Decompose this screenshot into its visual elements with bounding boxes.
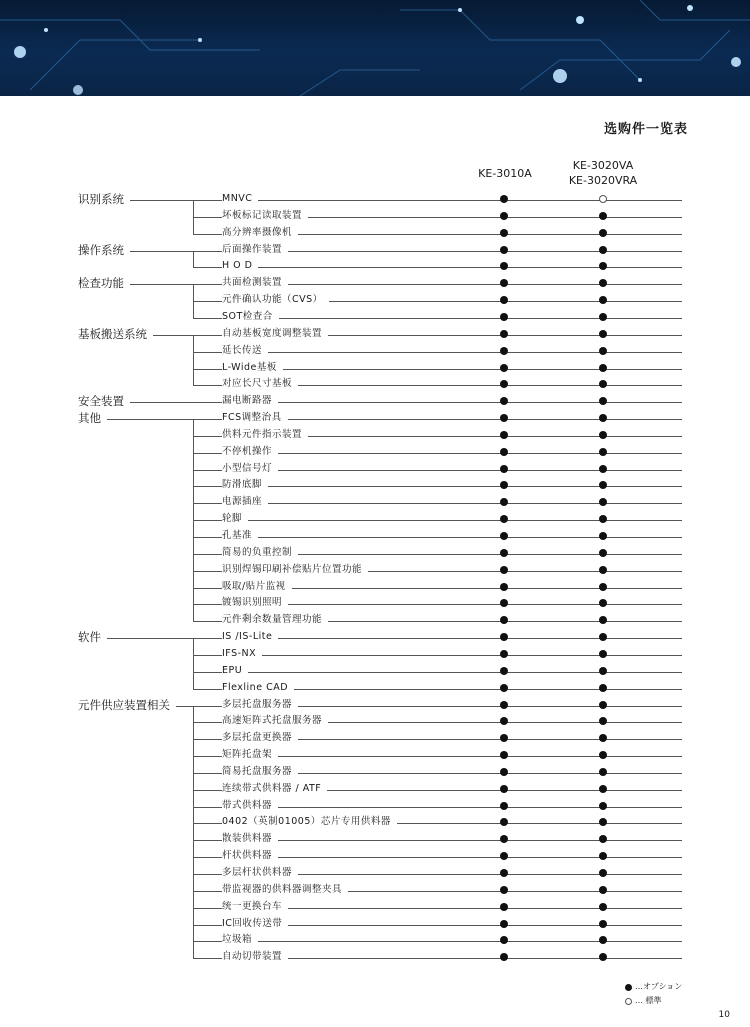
- feature-name: SOT检查合: [222, 310, 279, 324]
- feature-name: 坏板标记读取装置: [222, 209, 308, 223]
- table-row: [222, 612, 682, 629]
- table-row: [222, 680, 682, 697]
- option-mark-b: [599, 903, 607, 911]
- tree-branch-line: [193, 520, 222, 521]
- row-rule: [222, 958, 682, 959]
- tree-branch-line: [193, 672, 222, 673]
- feature-name: 垃圾箱: [222, 933, 258, 947]
- table-row: [222, 882, 682, 899]
- row-rule: [222, 503, 682, 504]
- table-row: [222, 663, 682, 680]
- open-circle-icon: [625, 998, 632, 1005]
- tree-vertical-line: [193, 284, 194, 318]
- tree-branch-line: [193, 571, 222, 572]
- row-rule: [222, 638, 682, 639]
- option-mark-b: [599, 364, 607, 372]
- feature-name: 防滑底脚: [222, 478, 268, 492]
- option-mark-b: [599, 701, 607, 709]
- option-mark-b: [599, 920, 607, 928]
- option-mark-a: [500, 650, 508, 658]
- tree-vertical-line: [193, 251, 194, 268]
- feature-name: 高分辨率摄像机: [222, 226, 298, 240]
- option-mark-a: [500, 262, 508, 270]
- row-rule: [222, 369, 682, 370]
- table-row: [222, 225, 682, 242]
- standard-mark-b: [599, 195, 607, 203]
- tree-branch-line: [193, 234, 222, 235]
- legend-standard-label: … 標準: [635, 996, 662, 1005]
- row-rule: [222, 604, 682, 605]
- option-mark-b: [599, 431, 607, 439]
- option-mark-a: [500, 717, 508, 725]
- feature-name: 吸取/贴片监视: [222, 580, 292, 594]
- option-mark-b: [599, 802, 607, 810]
- option-mark-a: [500, 532, 508, 540]
- tree-branch-line: [193, 369, 222, 370]
- tree-branch-line: [193, 689, 222, 690]
- feature-name: H O D: [222, 259, 258, 273]
- row-rule: [222, 267, 682, 268]
- option-mark-a: [500, 768, 508, 776]
- feature-name: 简易托盘服务器: [222, 765, 298, 779]
- row-rule: [222, 284, 682, 285]
- option-mark-b: [599, 532, 607, 540]
- row-rule: [222, 655, 682, 656]
- tree-branch-line: [193, 941, 222, 942]
- tree-branch-line: [193, 874, 222, 875]
- table-row: [222, 949, 682, 966]
- tree-branch-line: [193, 352, 222, 353]
- option-mark-b: [599, 599, 607, 607]
- option-mark-a: [500, 313, 508, 321]
- table-row: [222, 848, 682, 865]
- page-number: 10: [718, 1010, 730, 1020]
- row-rule: [222, 470, 682, 471]
- row-rule: [222, 537, 682, 538]
- row-rule: [222, 419, 682, 420]
- table-row: [222, 477, 682, 494]
- page-title: 选购件一览表: [603, 122, 688, 137]
- tree-branch-line: [193, 621, 222, 622]
- feature-name: 多层杆状供料器: [222, 866, 298, 880]
- table-row: [222, 865, 682, 882]
- option-mark-b: [599, 515, 607, 523]
- option-mark-b: [599, 717, 607, 725]
- table-row: [222, 747, 682, 764]
- feature-name: 散装供料器: [222, 832, 278, 846]
- row-rule: [222, 251, 682, 252]
- feature-name: 对应长尺寸基板: [222, 377, 298, 391]
- option-mark-b: [599, 566, 607, 574]
- option-mark-a: [500, 785, 508, 793]
- option-mark-a: [500, 465, 508, 473]
- table-row: [222, 713, 682, 730]
- option-mark-b: [599, 279, 607, 287]
- option-mark-b: [599, 869, 607, 877]
- option-mark-b: [599, 818, 607, 826]
- table-row: [222, 528, 682, 545]
- feature-name: 镀锡识别照明: [222, 596, 288, 610]
- tree-vertical-line: [193, 638, 194, 689]
- row-rule: [222, 756, 682, 757]
- table-row: [222, 730, 682, 747]
- table-row: [222, 562, 682, 579]
- column-header-b-line1: KE-3020VA: [572, 159, 634, 172]
- option-mark-a: [500, 852, 508, 860]
- option-mark-a: [500, 583, 508, 591]
- table-row: [222, 393, 682, 410]
- row-rule: [222, 672, 682, 673]
- row-rule: [222, 908, 682, 909]
- category-label: 识别系统: [78, 192, 130, 207]
- option-mark-b: [599, 616, 607, 624]
- tree-branch-line: [193, 453, 222, 454]
- tree-branch-line: [193, 588, 222, 589]
- option-mark-a: [500, 802, 508, 810]
- legend-option: [625, 980, 682, 994]
- tree-branch-line: [193, 486, 222, 487]
- row-rule: [222, 402, 682, 403]
- tree-branch-line: [193, 908, 222, 909]
- feature-name: 漏电断路器: [222, 394, 278, 408]
- feature-name: IS /IS-Lite: [222, 630, 278, 644]
- option-mark-a: [500, 279, 508, 287]
- tree-vertical-line: [193, 706, 194, 959]
- legend-option-label: …オプション: [635, 982, 683, 991]
- row-rule: [222, 486, 682, 487]
- feature-name: 小型信号灯: [222, 462, 278, 476]
- feature-name: 高速矩阵式托盘服务器: [222, 714, 328, 728]
- table-row: [222, 410, 682, 427]
- feature-name: 带监视器的供料器调整夹具: [222, 883, 348, 897]
- tree-branch-line: [193, 756, 222, 757]
- option-mark-a: [500, 886, 508, 894]
- feature-name: 共面检测装置: [222, 276, 288, 290]
- table-row: [222, 343, 682, 360]
- option-mark-a: [500, 498, 508, 506]
- option-mark-b: [599, 313, 607, 321]
- feature-name: 杆状供料器: [222, 849, 278, 863]
- feature-name: 自动切带装置: [222, 950, 288, 964]
- tree-branch-line: [193, 773, 222, 774]
- option-mark-a: [500, 936, 508, 944]
- category-label: 检查功能: [78, 276, 130, 291]
- table-row: [222, 326, 682, 343]
- option-mark-a: [500, 212, 508, 220]
- table-row: [222, 579, 682, 596]
- row-rule: [222, 352, 682, 353]
- option-mark-b: [599, 262, 607, 270]
- legend-standard: [625, 994, 682, 1008]
- row-rule: [222, 318, 682, 319]
- option-mark-a: [500, 515, 508, 523]
- option-mark-b: [599, 751, 607, 759]
- table-row: [222, 191, 682, 208]
- table-row: [222, 444, 682, 461]
- option-mark-a: [500, 835, 508, 843]
- feature-name: 元件剩余数量管理功能: [222, 613, 328, 627]
- option-mark-b: [599, 414, 607, 422]
- option-mark-a: [500, 616, 508, 624]
- feature-name: 识别焊锡印刷补偿贴片位置功能: [222, 563, 368, 577]
- option-mark-a: [500, 566, 508, 574]
- tree-branch-line: [193, 318, 222, 319]
- option-mark-a: [500, 633, 508, 641]
- option-mark-a: [500, 549, 508, 557]
- option-mark-b: [599, 650, 607, 658]
- option-mark-a: [500, 684, 508, 692]
- tree-branch-line: [193, 217, 222, 218]
- table-row: [222, 275, 682, 292]
- table-row: [222, 545, 682, 562]
- row-rule: [222, 520, 682, 521]
- feature-name: Flexline CAD: [222, 681, 294, 695]
- tree-branch-line: [193, 891, 222, 892]
- feature-name: FCS调整治具: [222, 411, 288, 425]
- option-mark-a: [500, 414, 508, 422]
- option-mark-b: [599, 852, 607, 860]
- option-mark-b: [599, 212, 607, 220]
- table-row: [222, 899, 682, 916]
- table-row: [222, 427, 682, 444]
- option-mark-b: [599, 347, 607, 355]
- table-row: [222, 309, 682, 326]
- tree-branch-line: [193, 470, 222, 471]
- row-rule: [222, 941, 682, 942]
- option-mark-a: [500, 347, 508, 355]
- category-label: 元件供应装置相关: [78, 698, 176, 713]
- table-row: [222, 646, 682, 663]
- tree-vertical-line: [193, 419, 194, 621]
- option-mark-a: [500, 195, 508, 203]
- feature-name: 多层托盘服务器: [222, 698, 298, 712]
- feature-name: 带式供料器: [222, 799, 278, 813]
- feature-name: 电源插座: [222, 495, 268, 509]
- tree-branch-line: [193, 537, 222, 538]
- feature-name: IFS-NX: [222, 647, 262, 661]
- option-mark-a: [500, 701, 508, 709]
- option-mark-b: [599, 886, 607, 894]
- option-mark-a: [500, 667, 508, 675]
- option-mark-a: [500, 599, 508, 607]
- tree-branch-line: [193, 503, 222, 504]
- option-mark-b: [599, 684, 607, 692]
- row-rule: [222, 857, 682, 858]
- option-mark-a: [500, 920, 508, 928]
- row-rule: [222, 453, 682, 454]
- feature-name: EPU: [222, 664, 248, 678]
- option-mark-a: [500, 751, 508, 759]
- category-label: 软件: [78, 630, 107, 645]
- table-row: [222, 511, 682, 528]
- tree-vertical-line: [193, 200, 194, 234]
- tree-branch-line: [193, 301, 222, 302]
- option-mark-b: [599, 936, 607, 944]
- tree-vertical-line: [193, 335, 194, 386]
- feature-name: 多层托盘更换器: [222, 731, 298, 745]
- option-mark-b: [599, 835, 607, 843]
- table-row: [222, 916, 682, 933]
- option-mark-b: [599, 448, 607, 456]
- option-mark-b: [599, 465, 607, 473]
- table-row: [222, 461, 682, 478]
- table-row: [222, 932, 682, 949]
- option-mark-b: [599, 734, 607, 742]
- tree-branch-line: [193, 807, 222, 808]
- feature-name: 延长传送: [222, 344, 268, 358]
- tree-branch-line: [193, 267, 222, 268]
- category-label: 基板搬送系统: [78, 327, 153, 342]
- option-mark-b: [599, 229, 607, 237]
- feature-name: L-Wide基板: [222, 361, 283, 375]
- feature-name: 0402（英制01005）芯片专用供料器: [222, 815, 397, 829]
- tree-branch-line: [193, 385, 222, 386]
- feature-name: 供料元件指示装置: [222, 428, 308, 442]
- option-mark-a: [500, 818, 508, 826]
- feature-name: MNVC: [222, 192, 258, 206]
- table-row: [222, 764, 682, 781]
- feature-name: 元件确认功能（CVS）: [222, 293, 329, 307]
- option-mark-a: [500, 380, 508, 388]
- option-mark-b: [599, 953, 607, 961]
- option-mark-b: [599, 296, 607, 304]
- option-mark-a: [500, 364, 508, 372]
- feature-name: 简易的负重控制: [222, 546, 298, 560]
- option-mark-a: [500, 448, 508, 456]
- table-row: [222, 798, 682, 815]
- table-row: [222, 258, 682, 275]
- category-label: 操作系统: [78, 243, 130, 258]
- table-row: [222, 629, 682, 646]
- column-header-a-label: KE-3010A: [478, 167, 532, 180]
- row-rule: [222, 807, 682, 808]
- feature-name: 矩阵托盘架: [222, 748, 278, 762]
- table-row: [222, 595, 682, 612]
- option-mark-a: [500, 903, 508, 911]
- filled-circle-icon: [625, 984, 632, 991]
- table-row: [222, 781, 682, 798]
- option-mark-a: [500, 869, 508, 877]
- feature-name: 自动基板宽度调整装置: [222, 327, 328, 341]
- option-mark-a: [500, 734, 508, 742]
- option-mark-b: [599, 667, 607, 675]
- row-rule: [222, 840, 682, 841]
- option-mark-a: [500, 397, 508, 405]
- table-row: [222, 697, 682, 714]
- option-mark-a: [500, 296, 508, 304]
- tree-branch-line: [193, 554, 222, 555]
- option-mark-a: [500, 431, 508, 439]
- feature-name: 孔基准: [222, 529, 258, 543]
- option-mark-b: [599, 583, 607, 591]
- table-row: [222, 814, 682, 831]
- feature-name: 后面操作装置: [222, 243, 288, 257]
- legend: [625, 980, 682, 1008]
- option-mark-b: [599, 481, 607, 489]
- option-mark-a: [500, 953, 508, 961]
- tree-branch-line: [193, 857, 222, 858]
- option-mark-a: [500, 246, 508, 254]
- option-mark-b: [599, 785, 607, 793]
- option-mark-b: [599, 633, 607, 641]
- feature-name: IC回收传送带: [222, 917, 288, 931]
- tree-branch-line: [193, 604, 222, 605]
- category-label: 安全装置: [78, 394, 130, 409]
- table-row: [222, 208, 682, 225]
- tree-branch-line: [193, 925, 222, 926]
- table-row: [222, 831, 682, 848]
- option-mark-b: [599, 246, 607, 254]
- tree-branch-line: [193, 436, 222, 437]
- tree-branch-line: [193, 790, 222, 791]
- category-label: 其他: [78, 411, 107, 426]
- column-header-b-line2: KE-3020VRA: [568, 174, 638, 187]
- feature-name: 轮脚: [222, 512, 248, 526]
- row-rule: [222, 200, 682, 201]
- option-mark-b: [599, 380, 607, 388]
- table-row: [222, 360, 682, 377]
- option-mark-b: [599, 768, 607, 776]
- tree-branch-line: [193, 739, 222, 740]
- tree-branch-line: [193, 722, 222, 723]
- feature-name: 连续带式供料器 / ATF: [222, 782, 327, 796]
- tree-branch-line: [193, 655, 222, 656]
- table-row: [222, 494, 682, 511]
- row-rule: [222, 925, 682, 926]
- tree-branch-line: [193, 958, 222, 959]
- option-mark-a: [500, 330, 508, 338]
- option-mark-b: [599, 498, 607, 506]
- feature-name: 不停机操作: [222, 445, 278, 459]
- table-row: [222, 292, 682, 309]
- option-mark-a: [500, 481, 508, 489]
- tree-branch-line: [193, 840, 222, 841]
- option-mark-b: [599, 549, 607, 557]
- tree-branch-line: [193, 823, 222, 824]
- table-row: [222, 242, 682, 259]
- table-row: [222, 376, 682, 393]
- feature-name: 统一更换台车: [222, 900, 288, 914]
- option-mark-b: [599, 330, 607, 338]
- option-mark-a: [500, 229, 508, 237]
- option-mark-b: [599, 397, 607, 405]
